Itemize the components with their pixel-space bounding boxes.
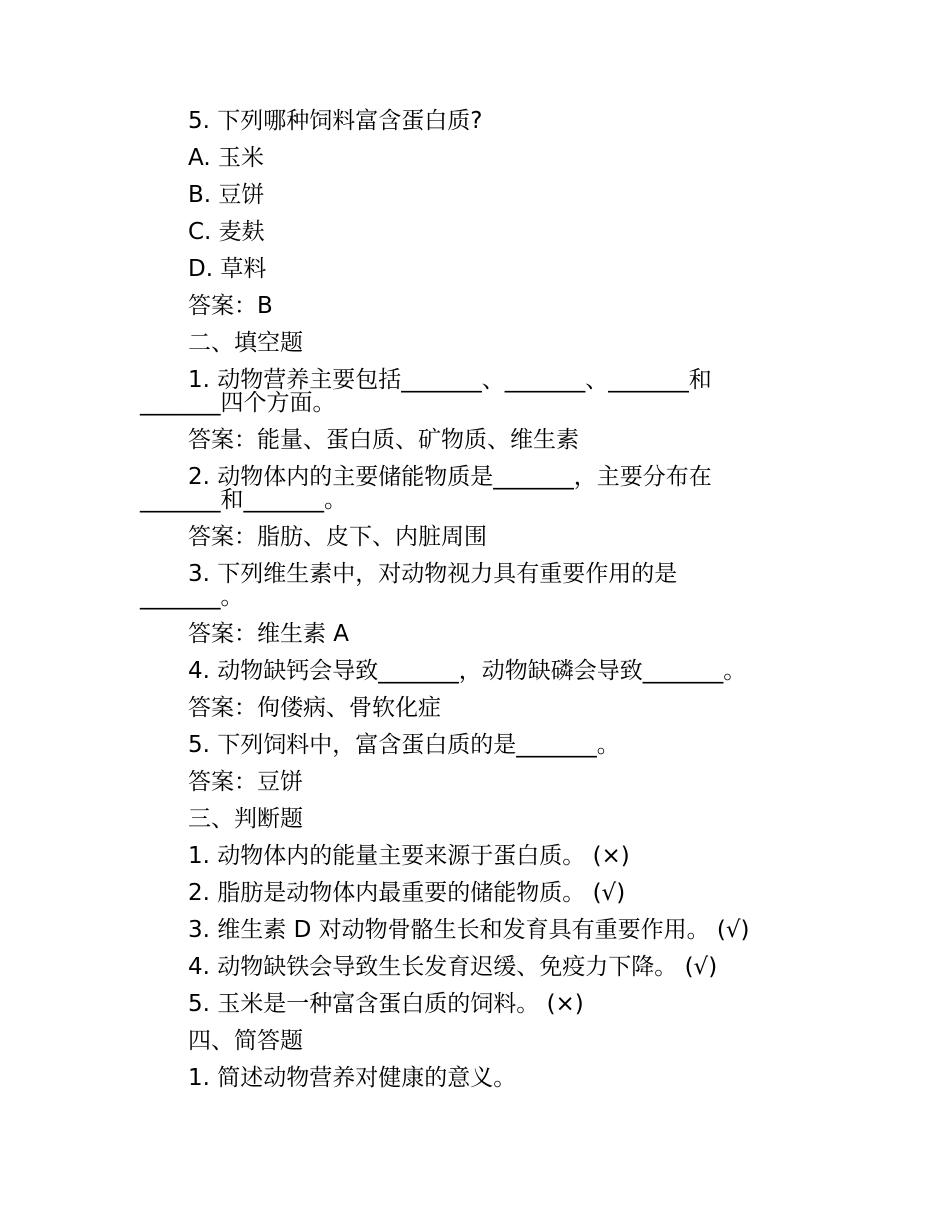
option-a: A. 玉米 [188, 145, 264, 171]
short-answer-1: 1. 简述动物营养对健康的意义。 [188, 1065, 517, 1091]
option-c: C. 麦麸 [188, 219, 265, 245]
fill-question-3-line-1: 3. 下列维生素中，对动物视力具有重要作用的是 [188, 561, 678, 587]
answer-fill-2: 答案：脂肪、皮下、内脏周围 [188, 524, 487, 550]
fill-question-2-line-1: 2. 动物体内的主要储能物质是_______，主要分布在 [188, 464, 712, 490]
answer-q5-choice: 答案：B [188, 293, 273, 319]
answer-fill-5: 答案：豆饼 [188, 769, 303, 795]
answer-fill-1: 答案：能量、蛋白质、矿物质、维生素 [188, 427, 579, 453]
true-false-1: 1. 动物体内的能量主要来源于蛋白质。 (×) [188, 843, 630, 869]
fill-question-5: 5. 下列饲料中，富含蛋白质的是_______。 [188, 732, 620, 758]
fill-question-1 [140, 362, 800, 422]
true-false-5: 5. 玉米是一种富含蛋白质的饲料。 (×) [188, 991, 584, 1017]
true-false-2: 2. 脂肪是动物体内最重要的储能物质。 (√) [188, 880, 626, 906]
fill-question-2 [140, 459, 800, 519]
fill-question-3-line-2: _______。 [140, 584, 244, 610]
section-heading-short-answer: 四、简答题 [188, 1028, 303, 1054]
answer-fill-3: 答案：维生素 A [188, 621, 350, 647]
fill-question-1-line-1: 1. 动物营养主要包括_______、_______、_______和 [188, 367, 712, 393]
question-5-multiple-choice: 5. 下列哪种饲料富含蛋白质? [188, 108, 483, 134]
fill-question-4: 4. 动物缺钙会导致_______，动物缺磷会导致_______。 [188, 658, 747, 684]
true-false-3: 3. 维生素 D 对动物骨骼生长和发育具有重要作用。 (√) [188, 917, 750, 943]
option-b: B. 豆饼 [188, 182, 265, 208]
option-d: D. 草料 [188, 256, 267, 282]
section-heading-true-false: 三、判断题 [188, 806, 303, 832]
answer-fill-4: 答案：佝偻病、骨软化症 [188, 695, 441, 721]
section-heading-fill-blank: 二、填空题 [188, 330, 303, 356]
fill-question-3 [140, 556, 800, 616]
true-false-4: 4. 动物缺铁会导致生长发育迟缓、免疫力下降。 (√) [188, 954, 718, 980]
fill-question-1-line-2: _______四个方面。 [140, 390, 336, 416]
document-body [140, 103, 800, 1097]
fill-question-2-line-2: _______和_______。 [140, 487, 347, 513]
